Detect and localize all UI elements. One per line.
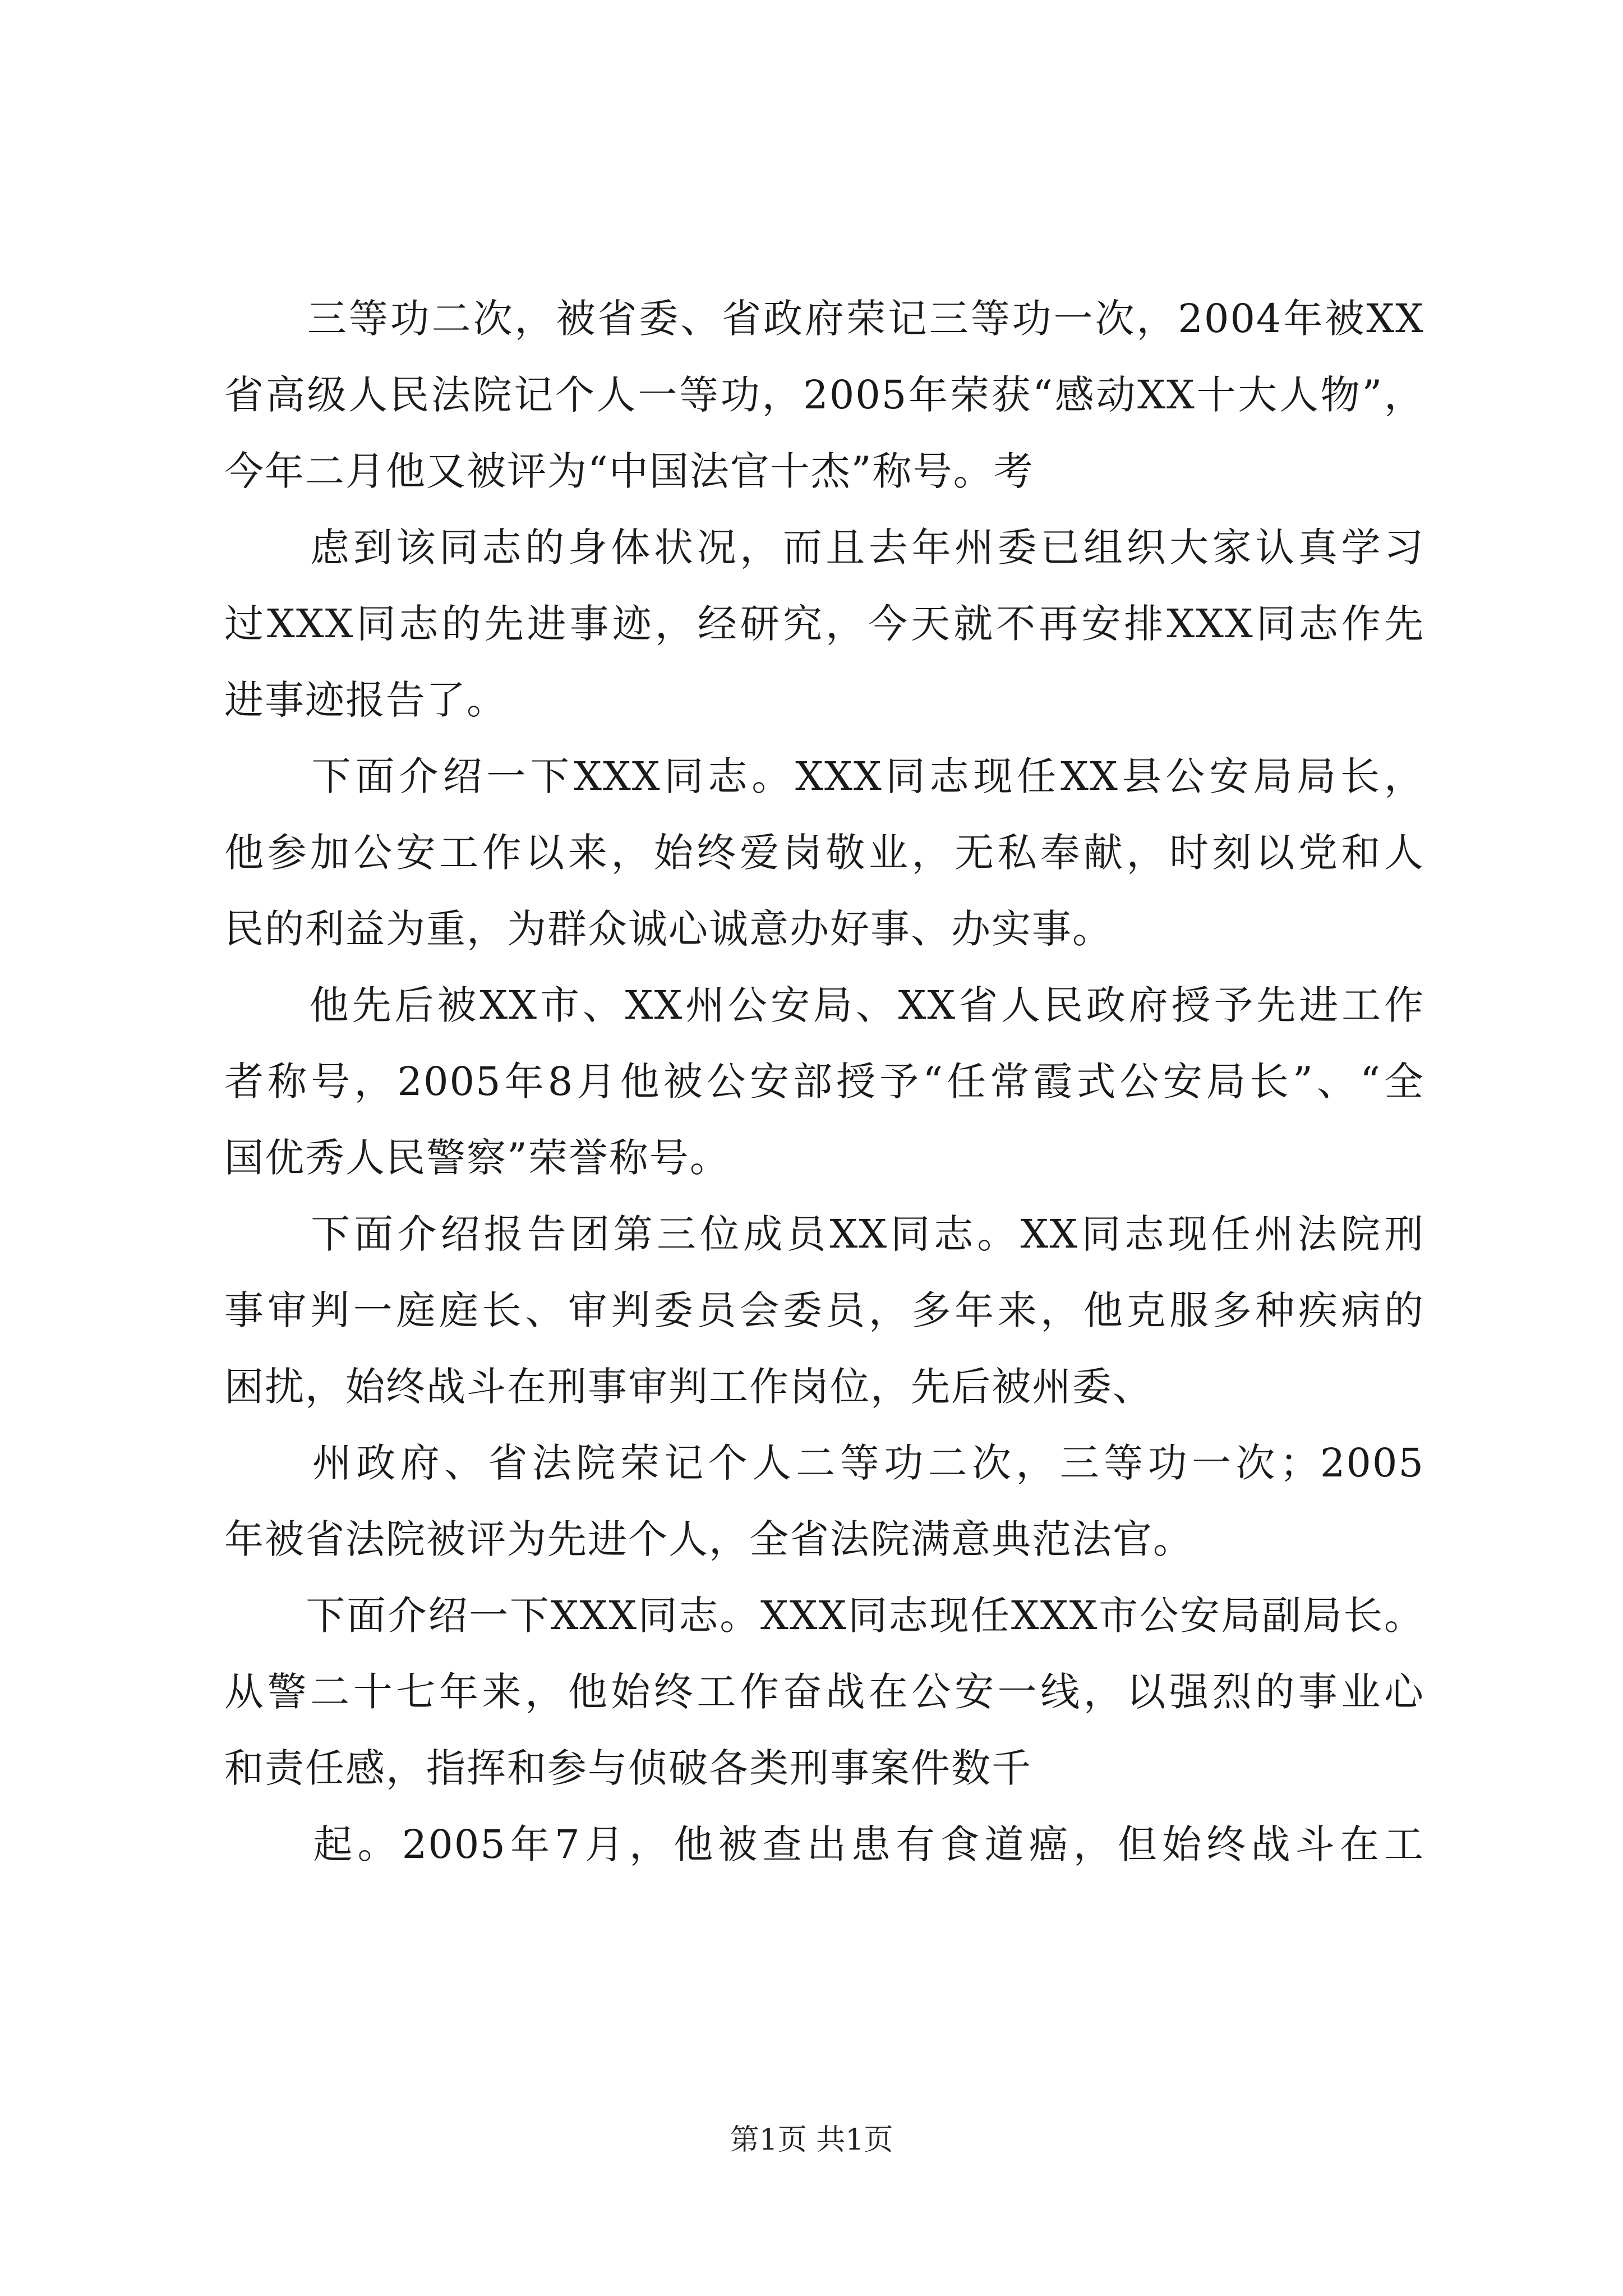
text-line: 州政府、省法院荣记个人二等功二次，三等功一次；2005 xyxy=(224,1440,1424,1486)
text-line: 他先后被XX市、XX州公安局、XX省人民政府授予先进工作 xyxy=(224,982,1424,1028)
text-line: 年被省法院被评为先进个人，全省法院满意典范法官。 xyxy=(224,1516,1193,1562)
text-line: 事审判一庭庭长、审判委员会委员，多年来，他克服多种疾病的 xyxy=(224,1287,1424,1333)
text-line: 和责任感，指挥和参与侦破各类刑事案件数千 xyxy=(224,1745,1032,1791)
document-body xyxy=(224,280,1424,1883)
text-line: 困扰，始终战斗在刑事审判工作岗位，先后被州委、 xyxy=(224,1364,1153,1410)
text-line: 国优秀人民警察”荣誉称号。 xyxy=(224,1135,730,1181)
text-line: 下面介绍报告团第三位成员XX同志。XX同志现任州法院刑 xyxy=(224,1211,1424,1257)
text-line: 从警二十七年来，他始终工作奋战在公安一线，以强烈的事业心 xyxy=(224,1669,1424,1715)
page-footer: 第1页 共1页 xyxy=(730,2123,893,2157)
text-line: 民的利益为重，为群众诚心诚意办好事、办实事。 xyxy=(224,906,1113,952)
text-line: 下面介绍一下XXX同志。XXX同志现任XXX市公安局副局长。 xyxy=(224,1593,1424,1639)
text-line: 省高级人民法院记个人一等功，2005年荣获“感动XX十大人物”， xyxy=(224,372,1424,418)
text-line: 起。2005年7月，他被查出患有食道癌，但始终战斗在工 xyxy=(224,1821,1424,1867)
text-line: 下面介绍一下XXX同志。XXX同志现任XX县公安局局长， xyxy=(224,753,1424,799)
text-line: 他参加公安工作以来，始终爱岗敬业，无私奉献，时刻以党和人 xyxy=(224,830,1424,876)
text-line: 三等功二次，被省委、省政府荣记三等功一次，2004年被XX xyxy=(224,296,1424,342)
text-line: 虑到该同志的身体状况，而且去年州委已组织大家认真学习 xyxy=(224,524,1424,570)
text-line: 今年二月他又被评为“中国法官十杰”称号。考 xyxy=(224,448,1034,494)
text-line: 进事迹报告了。 xyxy=(224,677,507,723)
text-line: 者称号，2005年8月他被公安部授予“任常霞式公安局长”、“全 xyxy=(224,1059,1424,1105)
text-line: 过XXX同志的先进事迹，经研究，今天就不再安排XXX同志作先 xyxy=(224,601,1424,647)
